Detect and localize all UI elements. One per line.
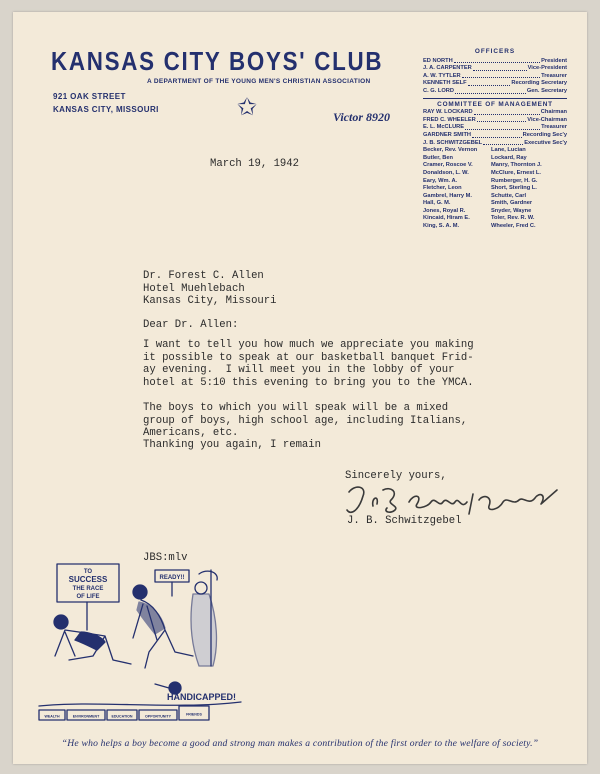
officer-name: C. G. LORD bbox=[423, 87, 454, 94]
closing-line: Thanking you again, I remain bbox=[143, 439, 322, 451]
sign-line-3: THE RACE bbox=[72, 586, 104, 592]
runner-head bbox=[54, 615, 68, 629]
committee-member: Lane, Lucian bbox=[491, 147, 526, 154]
committee-member: Smith, Gardner bbox=[491, 200, 533, 207]
officers-sidebar bbox=[423, 48, 567, 231]
committee-officers-list bbox=[423, 109, 567, 147]
officer-name: E. L. McCLURE bbox=[423, 124, 465, 131]
body-line: Americans, etc. bbox=[143, 427, 239, 440]
sign-line-4: OF LIFE bbox=[76, 594, 100, 600]
handicapped-label: HANDICAPPED! bbox=[167, 692, 237, 702]
officer-name: RAY W. LOCKARD bbox=[423, 109, 473, 116]
recipient-line: Hotel Muehlebach bbox=[143, 282, 245, 295]
officer-title: Executive Sec'y bbox=[524, 139, 567, 146]
sign-off: Sincerely yours, bbox=[345, 470, 447, 482]
officers-heading: OFFICERS bbox=[474, 48, 516, 55]
officer-name: J. B. SCHWITZGEBEL bbox=[423, 139, 483, 146]
sidebar-divider bbox=[423, 98, 567, 99]
block-label-environment: ENVIRONMENT bbox=[72, 714, 100, 719]
committee-member: McClure, Ernest L. bbox=[491, 169, 541, 176]
committee-member: Kincaid, Hiram E. bbox=[423, 215, 470, 222]
leader-dots bbox=[462, 73, 540, 79]
committee-member: Manry, Thornton J. bbox=[491, 162, 542, 169]
committee-member: Gambrel, Harry M. bbox=[423, 192, 472, 199]
officer-row bbox=[423, 58, 567, 66]
officer-title: Chairman bbox=[540, 109, 567, 116]
committee-member: Schutte, Carl bbox=[491, 192, 527, 199]
sign-line-2: SUCCESS bbox=[68, 575, 108, 584]
body-line: it possible to speak at our basketball banquet Frid- bbox=[143, 351, 474, 364]
phone-number: Victor 8920 bbox=[333, 110, 391, 124]
signer-name: J. B. Schwitzgebel bbox=[347, 515, 462, 527]
committee-officer-row bbox=[423, 109, 567, 117]
officer-row bbox=[423, 73, 567, 81]
recipient-line: Kansas City, Missouri bbox=[143, 295, 277, 308]
star-icon: ✩ bbox=[237, 94, 258, 121]
committee-member: Hall, G. M. bbox=[423, 200, 451, 207]
department-line: A DEPARTMENT OF THE YOUNG MEN'S CHRISTIAN ASSOCIATION bbox=[147, 78, 371, 85]
committee-officer-row bbox=[423, 132, 567, 140]
officer-name: GARDNER SMITH bbox=[423, 131, 472, 138]
leader-dots bbox=[468, 80, 511, 86]
body-line: I want to tell you how much we appreciate you making bbox=[143, 339, 474, 351]
leader-dots bbox=[473, 65, 527, 71]
leader-dots bbox=[477, 117, 526, 123]
officers-list bbox=[423, 58, 567, 96]
committee-officer-row bbox=[423, 140, 567, 148]
address-block bbox=[53, 90, 159, 116]
officer-name: ED NORTH bbox=[423, 57, 453, 64]
letter-body bbox=[143, 339, 474, 440]
committee-member: Donaldson, L. W. bbox=[423, 169, 469, 176]
leader-dots bbox=[455, 88, 526, 94]
officer-title: Gen. Secretary bbox=[526, 87, 567, 94]
leader-dots bbox=[483, 140, 523, 146]
block-label-opportunity: OPPORTUNITY bbox=[145, 714, 171, 719]
ready-label: READY!! bbox=[159, 575, 185, 581]
officer-title: Recording Secretary bbox=[511, 80, 567, 87]
officer-title: Treasurer bbox=[541, 72, 567, 79]
leader-dots bbox=[474, 109, 540, 115]
body-line bbox=[143, 389, 474, 402]
committee-member: Short, Sterling L. bbox=[491, 185, 537, 192]
committee-member: Toler, Rev. R. W. bbox=[491, 215, 535, 222]
officer-row bbox=[423, 65, 567, 73]
committee-officer-row bbox=[423, 117, 567, 125]
committee-member: Fletcher, Leon bbox=[423, 185, 462, 192]
block-label-education: EDUCATION bbox=[111, 714, 133, 719]
recipient-line: Dr. Forest C. Allen bbox=[143, 270, 264, 282]
club-motto: “He who helps a boy become a good and strong man makes a contribution of the first order to the welfare of society.” bbox=[61, 738, 539, 749]
recipient-address bbox=[143, 270, 277, 308]
letter-date: March 19, 1942 bbox=[210, 158, 300, 170]
committee-member: Becker, Rev. Vernon bbox=[423, 147, 478, 154]
officer-row bbox=[423, 80, 567, 88]
committee-member: Cramer, Roscoe V. bbox=[423, 162, 473, 169]
leader-dots bbox=[472, 132, 522, 138]
committee-member: Lockard, Ray bbox=[491, 154, 527, 161]
organization-name: KANSAS CITY BOYS' CLUB bbox=[51, 46, 384, 76]
officer-title: President bbox=[541, 57, 567, 64]
committee-member: Butler, Ben bbox=[423, 154, 454, 161]
block-label-friends: FRIENDS bbox=[186, 712, 202, 717]
leader-dots bbox=[454, 58, 540, 64]
salutation: Dear Dr. Allen: bbox=[143, 319, 239, 331]
committee-member: Jones, Royal R. bbox=[423, 207, 466, 214]
reference-initials: JBS:mlv bbox=[143, 552, 188, 564]
committee-member: Rumberger, H. G. bbox=[491, 177, 538, 184]
officer-name: FRED C. WHEELER bbox=[423, 116, 476, 123]
officer-row bbox=[423, 88, 567, 96]
body-line: ay evening. I will meet you in the lobby of your bbox=[143, 364, 455, 377]
officer-title: Treasurer bbox=[541, 124, 567, 131]
race-of-life-cartoon bbox=[35, 560, 245, 740]
committee-member: Snyder, Wayne bbox=[491, 207, 532, 214]
body-line: hotel at 5:10 this evening to bring you to the YMCA. bbox=[143, 376, 474, 389]
body-line: The boys to which you will speak will be a mixed bbox=[143, 401, 449, 414]
officer-name: J. A. CARPENTER bbox=[423, 65, 472, 72]
officer-title: Recording Sec'y bbox=[522, 131, 567, 138]
leader-dots bbox=[465, 124, 540, 130]
officer-name: KENNETH SELF bbox=[423, 80, 467, 87]
cartoon-ground bbox=[39, 702, 241, 706]
committee-members-grid bbox=[423, 147, 567, 231]
city-address: KANSAS CITY, MISSOURI bbox=[53, 105, 159, 114]
committee-officer-row bbox=[423, 124, 567, 132]
officer-name: A. W. TYTLER bbox=[423, 72, 461, 79]
officer-title: Vice-Chairman bbox=[527, 116, 567, 123]
letter-page bbox=[13, 12, 587, 764]
block-label-wealth: WEALTH bbox=[44, 714, 60, 719]
committee-member: Wheeler, Fred C. bbox=[491, 223, 536, 230]
body-line: group of boys, high school age, including Italians, bbox=[143, 414, 468, 427]
street-address: 921 OAK STREET bbox=[53, 92, 126, 101]
committee-member: Eary, Wm. A. bbox=[423, 177, 458, 184]
committee-member: King, S. A. M. bbox=[423, 223, 460, 230]
sign-line-1: TO bbox=[83, 569, 93, 575]
officer-title: Vice-President bbox=[527, 65, 567, 72]
committee-heading: COMMITTEE OF MANAGEMENT bbox=[437, 100, 553, 108]
